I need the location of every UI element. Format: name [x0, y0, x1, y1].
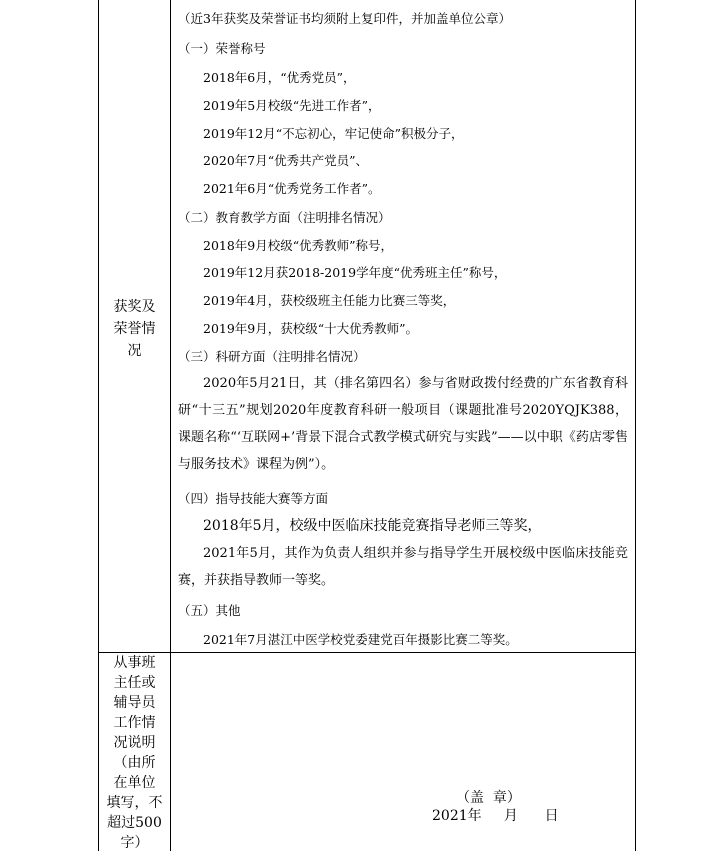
teaching-item: 2019年12月获2018-2019学年度“优秀班主任”称号，	[203, 265, 507, 280]
honor-item: 2019年12月“不忘初心，牢记使命”积极分子，	[203, 126, 464, 141]
work-label-line: 超过500	[107, 815, 162, 831]
other-heading: （五）其他	[178, 603, 241, 618]
work-label-line: 主任或	[113, 675, 156, 691]
work-label-line: 工作情	[113, 715, 156, 731]
research-paragraph: 2020年5月21日，其（排名第四名）参与省财政拨付经费的广东省教育科研“十三五”规划2020年度教育科研一般项目（课题批准号2020YQJK388，课题名称“‘互联网+’背景下混合式教学模式研究与实践”——以中职《药店零售与服务技术》课程为例”）。	[178, 376, 628, 472]
work-label-line: 从事班	[113, 655, 156, 671]
column-divider	[170, 0, 171, 851]
table-border-right	[635, 0, 636, 851]
teaching-item: 2019年4月，获校级班主任能力比赛三等奖，	[203, 293, 456, 308]
honor-item: 2021年6月“优秀党务工作者”。	[203, 181, 381, 196]
competition-item: 2018年5月，校级中医临床技能竞赛指导老师三等奖，	[203, 518, 542, 534]
row-divider	[98, 652, 636, 653]
honor-item: 2018年6月，“优秀党员”，	[203, 70, 356, 85]
work-label	[99, 653, 170, 853]
competition-heading: （四）指导技能大赛等方面	[178, 491, 329, 506]
honors-label	[99, 296, 170, 362]
honor-item: 2020年7月“优秀共产党员”、	[203, 153, 369, 168]
date-line: 2021年 月 日	[432, 808, 559, 824]
research-heading: （三）科研方面（注明排名情况）	[178, 349, 366, 364]
honors-label-line: 况	[127, 343, 142, 359]
teaching-item: 2019年9月，获校级“十大优秀教师”。	[203, 321, 419, 336]
honor-item: 2019年5月校级“先进工作者”，	[203, 98, 381, 113]
work-label-line: 在单位	[113, 775, 156, 791]
work-label-line: 辅导员	[113, 695, 156, 711]
teaching-heading: （二）教育教学方面（注明排名情况）	[178, 210, 391, 225]
work-label-line: 填写，不	[106, 795, 163, 811]
work-label-line: （由所	[113, 755, 156, 771]
seal-text: （盖 章）	[456, 790, 521, 806]
work-label-line: 字）	[120, 835, 149, 851]
competition-item: 2021年5月，其作为负责人组织并参与指导学生开展校级中医临床技能竞赛，并获指导教师一等奖。	[178, 546, 628, 588]
teaching-item: 2018年9月校级“优秀教师”称号，	[203, 238, 394, 253]
honors-label-line: 荣誉情	[113, 321, 156, 337]
honors-note: （近3年获奖及荣誉证书均须附上复印件，并加盖单位公章）	[178, 11, 511, 26]
honorary-titles-heading: （一）荣誉称号	[178, 41, 266, 56]
work-label-line: 况说明	[113, 735, 156, 751]
honors-label-line: 获奖及	[113, 299, 156, 315]
other-item: 2021年7月湛江中医学校党委建党百年摄影比赛二等奖。	[203, 632, 518, 647]
